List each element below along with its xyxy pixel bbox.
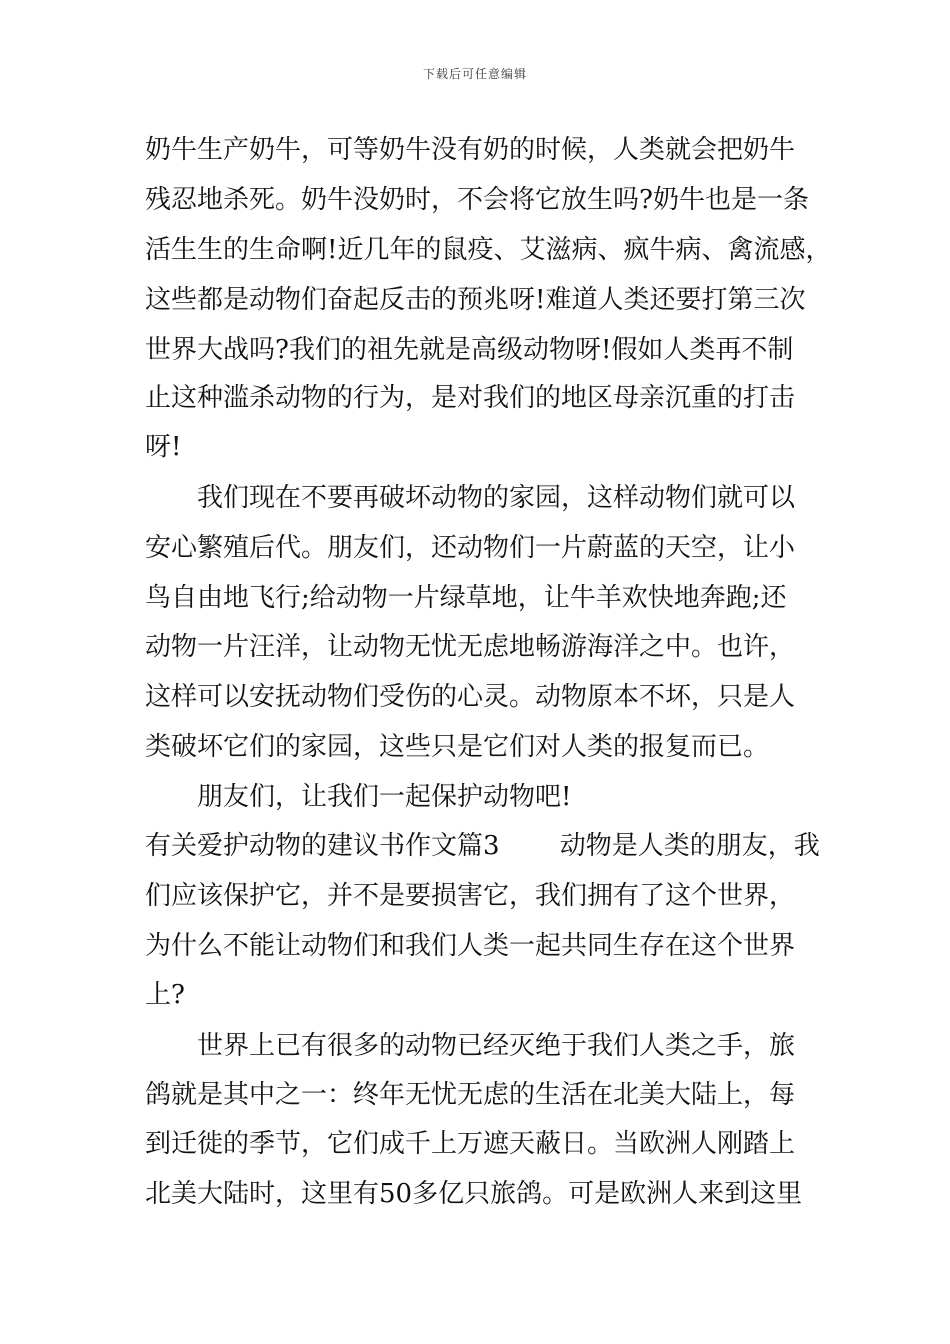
text-line: 为什么不能让动物们和我们人类一起共同生存在这个世界 bbox=[145, 931, 796, 961]
page-header: 下载后可任意编辑 bbox=[422, 67, 527, 81]
text-line: 活生生的生命啊!近几年的鼠疫、艾滋病、疯牛病、禽流感， bbox=[145, 235, 832, 265]
text-line: 北美大陆时，这里有50多亿只旅鸽。可是欧洲人来到这里 bbox=[145, 1179, 803, 1209]
paragraph-first-line: 世界上已有很多的动物已经灭绝于我们人类之手，旅 bbox=[197, 1031, 796, 1061]
text-line: 这样可以安抚动物们受伤的心灵。动物原本不坏，只是人 bbox=[145, 682, 796, 712]
paragraph-first-line: 朋友们，让我们一起保护动物吧! bbox=[197, 782, 572, 812]
section-heading-line: 有关爱护动物的建议书作文篇3 动物是人类的朋友，我 bbox=[145, 831, 820, 861]
text-line: 残忍地杀死。奶牛没奶时，不会将它放生吗?奶牛也是一条 bbox=[145, 185, 809, 215]
text-line: 类破坏它们的家园，这些只是它们对人类的报复而已。 bbox=[145, 732, 770, 762]
text-line: 止这种滥杀动物的行为，是对我们的地区母亲沉重的打击 bbox=[145, 383, 796, 413]
text-line: 这些都是动物们奋起反击的预兆呀!难道人类还要打第三次 bbox=[145, 285, 806, 315]
text-line: 到迁徙的季节，它们成千上万遮天蔽日。当欧洲人刚踏上 bbox=[145, 1129, 796, 1159]
text-line: 动物一片汪洋，让动物无忧无虑地畅游海洋之中。也许， bbox=[145, 632, 796, 662]
text-line: 呀! bbox=[145, 432, 182, 462]
text-line: 上? bbox=[145, 980, 185, 1010]
text-line: 安心繁殖后代。朋友们，还动物们一片蔚蓝的天空，让小 bbox=[145, 533, 796, 563]
text-line: 世界大战吗?我们的祖先就是高级动物呀!假如人类再不制 bbox=[145, 335, 794, 365]
paragraph-first-line: 我们现在不要再破坏动物的家园，这样动物们就可以 bbox=[197, 483, 796, 513]
text-line: 鸽就是其中之一：终年无忧无虑的生活在北美大陆上，每 bbox=[145, 1080, 796, 1110]
text-line: 奶牛生产奶牛，可等奶牛没有奶的时候，人类就会把奶牛 bbox=[145, 135, 796, 165]
text-line: 们应该保护它，并不是要损害它，我们拥有了这个世界， bbox=[145, 881, 796, 911]
text-line: 鸟自由地飞行;给动物一片绿草地，让牛羊欢快地奔跑;还 bbox=[145, 583, 787, 613]
